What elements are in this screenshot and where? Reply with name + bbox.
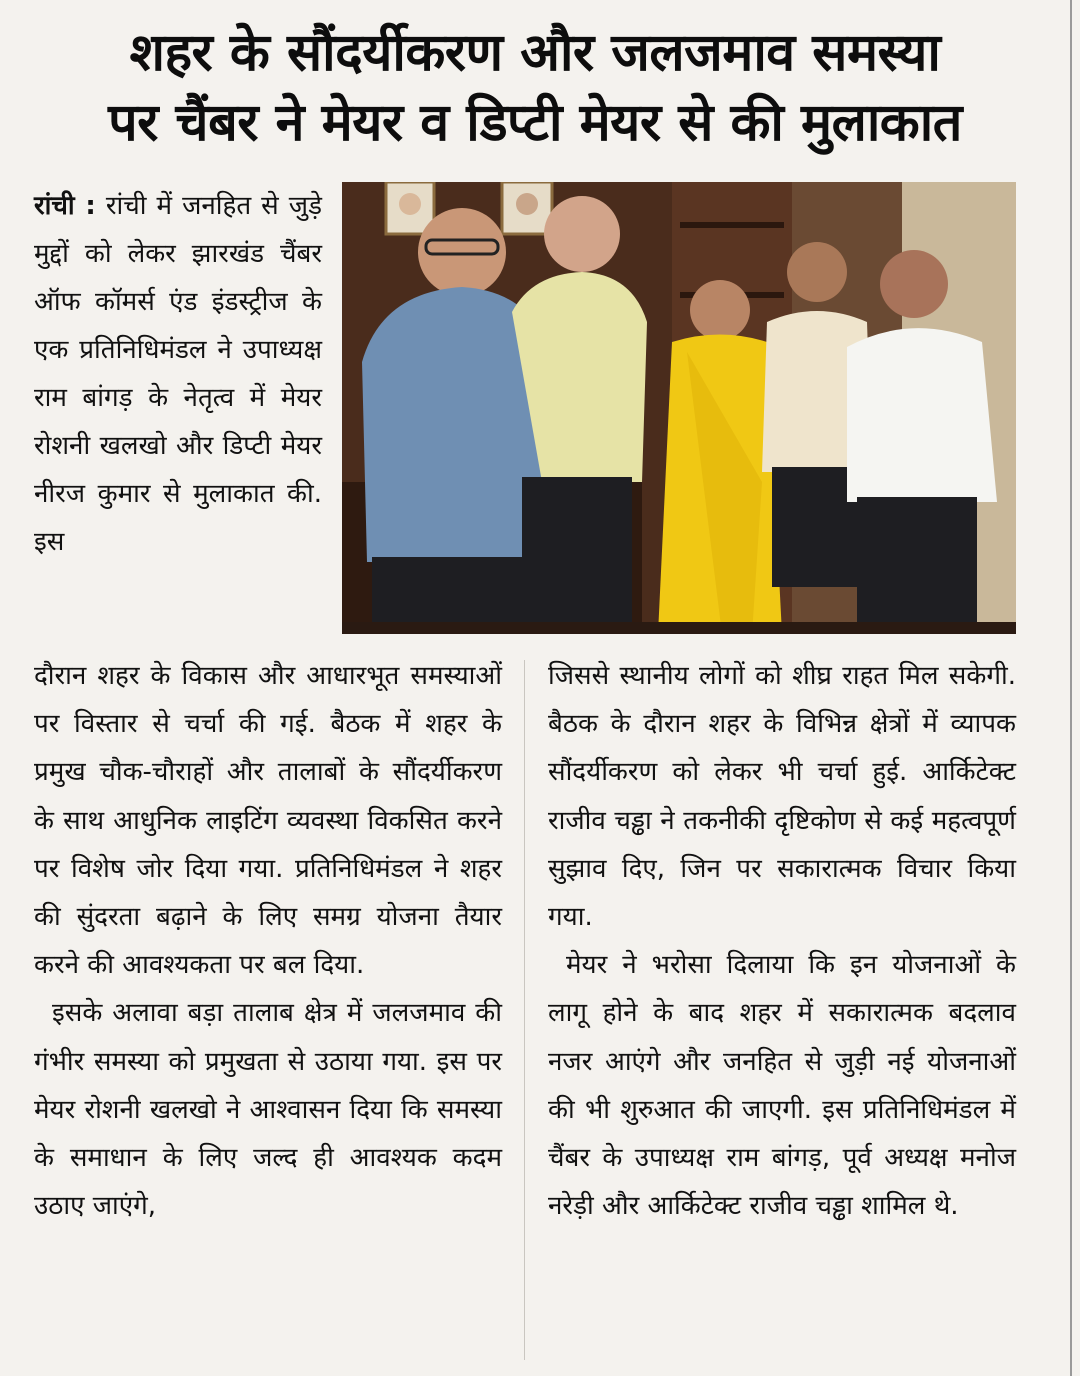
dateline: रांची :: [34, 191, 96, 221]
person-4-head: [787, 242, 847, 302]
photo-illustration: [342, 182, 1016, 634]
right-paragraph-1: जिससे स्थानीय लोगों को शीघ्र राहत मिल सकेगी. बैठक के दौरान शहर के विभिन्न क्षेत्रों में व्यापक सौंदर्यीकरण को लेकर भी चर्चा हुई. आर्किटेक्ट राजीव चड्ढा ने तकनीकी दृष्टिकोण से कई महत्वपूर्ण सुझाव दिए, जिन पर सकारात्मक विचार किया गया.: [548, 661, 1016, 933]
person-2-head: [544, 196, 620, 272]
news-photo: [342, 182, 1016, 634]
column-right: [548, 652, 1016, 1230]
person-2-trousers: [522, 477, 632, 634]
headline-line-1: शहर के सौंदर्यीकरण और जलजमाव समस्या: [129, 23, 941, 83]
person-3-head: [690, 280, 750, 340]
column-left: [34, 652, 502, 1230]
person-1-head: [418, 208, 506, 296]
left-paragraph-1: दौरान शहर के विकास और आधारभूत समस्याओं पर विस्तार से चर्चा की गई. बैठक में शहर के प्रमुख चौक-चौराहों और तालाबों के सौंदर्यीकरण के साथ आधुनिक लाइटिंग व्यवस्था विकसित करने पर विशेष जोर दिया गया. प्रतिनिधिमंडल ने शहर की सुंदरता बढ़ाने के लिए समग्र योजना तैयार करने की आवश्यकता पर बल दिया.: [34, 661, 502, 981]
right-paragraph-2: मेयर ने भरोसा दिलाया कि इन योजनाओं के लागू होने के बाद शहर में सकारात्मक बदलाव नजर आएंगे और जनहित से जुड़ी नई योजनाओं की भी शुरुआत की जाएगी. इस प्रतिनिधिमंडल में चैंबर के उपाध्यक्ष राम बांगड़, पूर्व अध्यक्ष मनोज नरेड़ी और आर्किटेक्ट राजीव चड्ढा शामिल थे.: [548, 950, 1016, 1222]
intro-paragraph: [34, 182, 322, 566]
page-edge-rule: [1070, 0, 1072, 1376]
column-divider: [524, 660, 525, 1360]
person-5-shirt: [847, 328, 997, 502]
person-5-head: [880, 250, 948, 318]
left-paragraph-2: इसके अलावा बड़ा तालाब क्षेत्र में जलजमाव की गंभीर समस्या को प्रमुखता से उठाया गया. इस पर मेयर रोशनी खलखो ने आश्वासन दिया कि समस्या के समाधान के लिए जल्द ही आवश्यक कदम उठाए जाएंगे,: [34, 998, 502, 1222]
headline-line-2: पर चैंबर ने मेयर व डिप्टी मेयर से की मुलाकात: [108, 93, 962, 153]
person-5-trousers: [857, 497, 977, 634]
intro-text: रांची में जनहित से जुड़े मुद्दों को लेकर झारखंड चैंबर ऑफ कॉमर्स एंड इंडस्ट्रीज के एक प्रतिनिधिमंडल ने उपाध्यक्ष राम बांगड़ के नेतृत्व में मेयर रोशनी खलखो और डिप्टी मेयर नीरज कुमार से मुलाकात की. इस: [34, 191, 322, 557]
